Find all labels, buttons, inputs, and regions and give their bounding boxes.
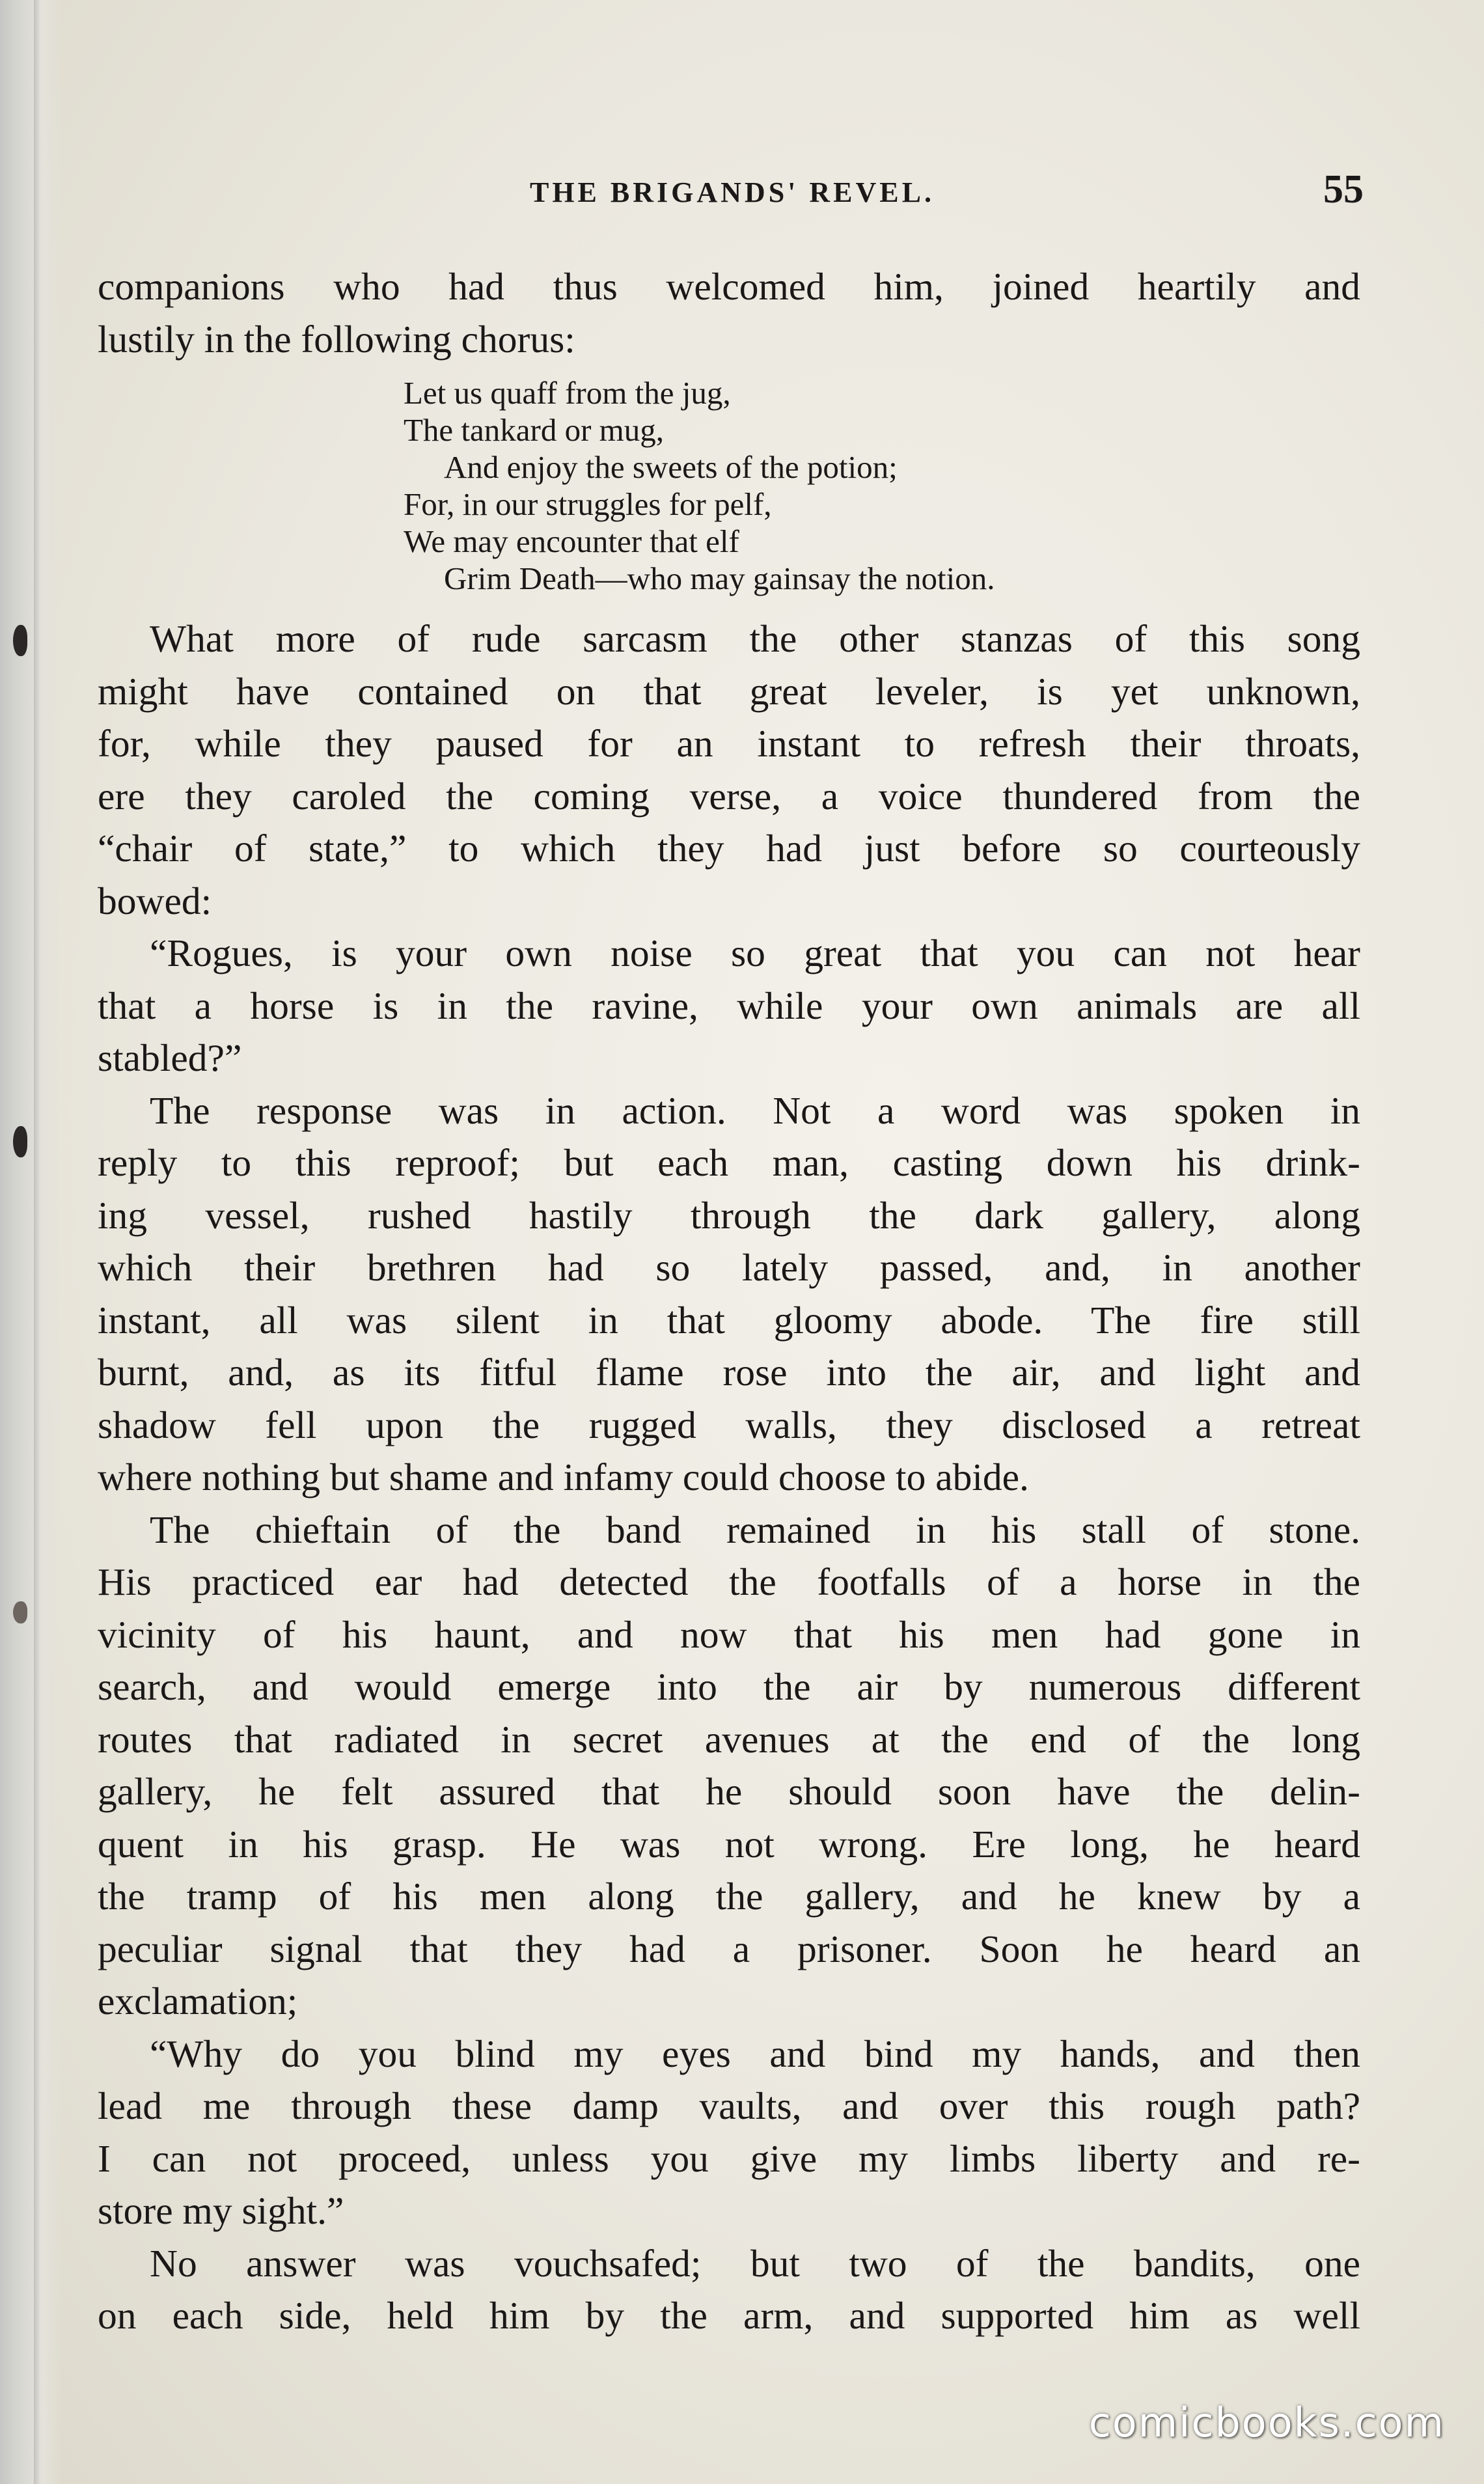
verse-line: Let us quaff from the jug,	[404, 375, 731, 411]
text-line: for, while they paused for an instant to refresh their throats,	[98, 722, 1360, 765]
text-line: The chieftain of the band remained in his stall of stone.	[150, 1508, 1360, 1551]
body-text	[98, 260, 1360, 2342]
binding-shadow	[34, 0, 40, 2484]
paragraph	[98, 1504, 1360, 2028]
page-gutter	[0, 0, 62, 2484]
text-line: What more of rude sarcasm the other stanzas of this song	[150, 617, 1360, 660]
text-line: I can not proceed, unless you give my limbs liberty and re-	[98, 2136, 1360, 2180]
text-line: the tramp of his men along the gallery, and he knew by a	[98, 1875, 1360, 1918]
text-line: exclamation;	[98, 1980, 298, 2022]
text-line: on each side, held him by the arm, and supported him as well	[98, 2294, 1360, 2337]
verse-line: We may encounter that elf	[404, 523, 739, 559]
text-line: gallery, he felt assured that he should soon have the delin-	[98, 1770, 1360, 1813]
verse-line: The tankard or mug,	[404, 412, 665, 448]
text-line: ere they caroled the coming verse, a voice thundered from the	[98, 774, 1360, 818]
text-line: peculiar signal that they had a prisoner. Soon he heard an	[98, 1927, 1360, 1970]
text-line: reply to this reproof; but each man, casting down his drink-	[98, 1141, 1360, 1184]
text-line: No answer was vouchsafed; but two of the bandits, one	[150, 2241, 1360, 2285]
paragraph	[98, 927, 1360, 1084]
watermark: comicbooks.com	[1088, 2399, 1445, 2446]
text-line: bowed:	[98, 879, 212, 922]
paragraph	[98, 1084, 1360, 1504]
paragraph	[98, 2028, 1360, 2237]
verse-line: Grim Death—who may gainsay the notion.	[444, 560, 995, 596]
text-line: lead me through these damp vaults, and over this rough path?	[98, 2084, 1360, 2127]
running-head: THE BRIGANDS' REVEL.	[529, 176, 935, 208]
text-line: search, and would emerge into the air by numerous different	[98, 1665, 1360, 1708]
text-line: vicinity of his haunt, and now that his men had gone in	[98, 1612, 1360, 1656]
text-line: quent in his grasp. He was not wrong. Ere long, he heard	[98, 1822, 1360, 1866]
text-line: “Rogues, is your own noise so great that you can not hear	[150, 932, 1360, 974]
text-line: The response was in action. Not a word was spoken in	[150, 1088, 1360, 1132]
text-line: “chair of state,” to which they had just before so courteously	[98, 827, 1360, 870]
text-line: “Why do you blind my eyes and bind my hands, and then	[150, 2032, 1360, 2075]
verse-line: And enjoy the sweets of the potion;	[444, 449, 898, 485]
binding-stitch-mark	[13, 1601, 27, 1623]
page-number: 55	[1323, 167, 1364, 212]
text-line: store my sight.”	[98, 2189, 344, 2232]
paragraph	[98, 613, 1360, 927]
text-line: shadow fell upon the rugged walls, they disclosed a retreat	[98, 1403, 1360, 1446]
text-line: where nothing but shame and infamy could choose to abide.	[98, 1456, 1029, 1498]
text-line: stabled?”	[98, 1036, 242, 1079]
verse-chorus	[404, 374, 1282, 597]
text-line: companions who had thus welcomed him, joined heartily and	[98, 265, 1360, 308]
text-line: instant, all was silent in that gloomy abode. The fire still	[98, 1298, 1360, 1342]
text-line: that a horse is in the ravine, while your own animals are all	[98, 984, 1360, 1027]
paragraph	[98, 2237, 1360, 2342]
paragraph	[98, 260, 1360, 365]
verse-line: For, in our struggles for pelf,	[404, 486, 772, 522]
binding-stitch-mark	[13, 625, 27, 656]
text-line: routes that radiated in secret avenues at the end of the long	[98, 1717, 1360, 1761]
text-line: lustily in the following chorus:	[98, 317, 575, 361]
text-line: ing vessel, rushed hastily through the dark gallery, along	[98, 1193, 1360, 1237]
binding-stitch-mark	[13, 1126, 27, 1157]
text-line: His practiced ear had detected the footfalls of a horse in the	[98, 1560, 1360, 1603]
page-header	[104, 163, 1364, 215]
text-line: burnt, and, as its fitful flame rose into the air, and light and	[98, 1351, 1360, 1394]
text-line: which their brethren had so lately passed, and, in another	[98, 1246, 1360, 1289]
text-line: might have contained on that great leveler, is yet unknown,	[98, 669, 1360, 713]
